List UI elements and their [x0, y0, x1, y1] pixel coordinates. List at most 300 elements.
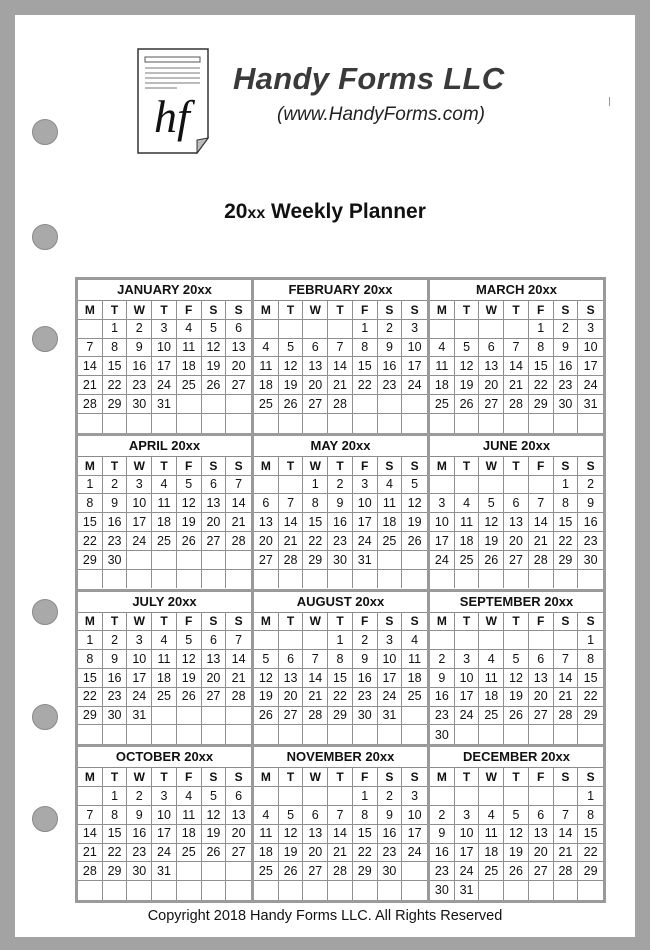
- day-cell: 23: [103, 532, 128, 551]
- day-cell: 10: [455, 825, 480, 844]
- day-cell: 7: [78, 806, 103, 825]
- month-title: APRIL 20xx: [78, 436, 251, 457]
- day-cell: 30: [430, 725, 455, 744]
- day-cell: 16: [127, 357, 152, 376]
- day-cell: 11: [177, 806, 202, 825]
- day-cell: 11: [402, 650, 427, 669]
- empty-cell: [127, 725, 152, 744]
- day-cell: 4: [254, 806, 279, 825]
- month-days-grid: [254, 301, 427, 433]
- day-cell: 24: [127, 688, 152, 707]
- empty-cell: [127, 881, 152, 900]
- day-cell: 10: [455, 669, 480, 688]
- day-cell: 8: [328, 650, 353, 669]
- day-cell: 28: [328, 862, 353, 881]
- weekday-header: S: [226, 457, 251, 476]
- day-cell: 9: [378, 339, 403, 358]
- day-cell: 15: [353, 825, 378, 844]
- day-cell: 12: [177, 650, 202, 669]
- day-cell: 4: [254, 339, 279, 358]
- day-cell: 30: [430, 881, 455, 900]
- day-cell: 9: [103, 494, 128, 513]
- day-cell: 12: [177, 494, 202, 513]
- day-cell: 2: [430, 650, 455, 669]
- day-cell: 23: [127, 376, 152, 395]
- month-february: [254, 280, 427, 433]
- empty-cell: [504, 414, 529, 433]
- weekday-header: M: [430, 768, 455, 787]
- weekday-header: S: [554, 613, 579, 632]
- day-cell: 28: [529, 551, 554, 570]
- month-title: SEPTEMBER 20xx: [430, 592, 603, 613]
- day-cell: 28: [504, 395, 529, 414]
- day-cell: 7: [279, 494, 304, 513]
- day-cell: 2: [127, 320, 152, 339]
- day-cell: 21: [554, 844, 579, 863]
- day-cell: 22: [529, 376, 554, 395]
- empty-cell: [504, 725, 529, 744]
- empty-cell: [152, 707, 177, 726]
- day-cell: 19: [279, 376, 304, 395]
- day-cell: 10: [127, 494, 152, 513]
- weekday-header: W: [303, 613, 328, 632]
- weekday-header: T: [152, 768, 177, 787]
- day-cell: 17: [578, 357, 603, 376]
- day-cell: 6: [479, 339, 504, 358]
- weekday-header: S: [226, 301, 251, 320]
- day-cell: 23: [378, 376, 403, 395]
- day-cell: 20: [254, 532, 279, 551]
- page-mark: [609, 97, 610, 106]
- empty-cell: [177, 725, 202, 744]
- day-cell: 6: [254, 494, 279, 513]
- empty-cell: [303, 631, 328, 650]
- day-cell: 3: [378, 631, 403, 650]
- month-days-grid: [430, 457, 603, 589]
- day-cell: 11: [430, 357, 455, 376]
- day-cell: 17: [152, 825, 177, 844]
- day-cell: 10: [402, 339, 427, 358]
- day-cell: 16: [127, 825, 152, 844]
- day-cell: 26: [479, 551, 504, 570]
- day-cell: 6: [529, 806, 554, 825]
- empty-cell: [303, 414, 328, 433]
- day-cell: 28: [554, 707, 579, 726]
- day-cell: 21: [328, 844, 353, 863]
- day-cell: 2: [328, 476, 353, 495]
- day-cell: 14: [504, 357, 529, 376]
- day-cell: 4: [177, 787, 202, 806]
- month-days-grid: [78, 613, 251, 745]
- weekday-header: S: [578, 457, 603, 476]
- day-cell: 9: [378, 806, 403, 825]
- day-cell: 5: [479, 494, 504, 513]
- day-cell: 16: [430, 688, 455, 707]
- day-cell: 29: [78, 707, 103, 726]
- empty-cell: [402, 395, 427, 414]
- empty-cell: [504, 881, 529, 900]
- binder-hole: [32, 326, 58, 352]
- weekday-header: M: [78, 613, 103, 632]
- empty-cell: [78, 787, 103, 806]
- day-cell: 25: [402, 688, 427, 707]
- day-cell: 21: [504, 376, 529, 395]
- title-label: Weekly Planner: [265, 200, 426, 223]
- weekday-header: M: [78, 301, 103, 320]
- day-cell: 31: [152, 862, 177, 881]
- day-cell: 3: [578, 320, 603, 339]
- day-cell: 20: [202, 669, 227, 688]
- day-cell: 12: [279, 825, 304, 844]
- day-cell: 20: [202, 513, 227, 532]
- day-cell: 27: [226, 844, 251, 863]
- day-cell: 25: [455, 551, 480, 570]
- empty-cell: [279, 725, 304, 744]
- binder-hole: [32, 224, 58, 250]
- weekday-header: T: [103, 301, 128, 320]
- day-cell: 3: [127, 476, 152, 495]
- day-cell: 10: [430, 513, 455, 532]
- day-cell: 9: [328, 494, 353, 513]
- year-calendar: [75, 277, 606, 903]
- empty-cell: [430, 320, 455, 339]
- empty-cell: [529, 725, 554, 744]
- month-days-grid: [254, 613, 427, 745]
- weekday-header: T: [152, 301, 177, 320]
- day-cell: 16: [103, 513, 128, 532]
- empty-cell: [554, 631, 579, 650]
- empty-cell: [479, 414, 504, 433]
- day-cell: 5: [177, 631, 202, 650]
- day-cell: 1: [328, 631, 353, 650]
- empty-cell: [328, 570, 353, 589]
- empty-cell: [430, 476, 455, 495]
- weekday-header: S: [202, 613, 227, 632]
- day-cell: 14: [78, 357, 103, 376]
- day-cell: 17: [353, 513, 378, 532]
- empty-cell: [254, 881, 279, 900]
- day-cell: 19: [504, 844, 529, 863]
- day-cell: 11: [254, 825, 279, 844]
- empty-cell: [402, 725, 427, 744]
- day-cell: 30: [578, 551, 603, 570]
- empty-cell: [279, 414, 304, 433]
- weekday-header: M: [254, 301, 279, 320]
- empty-cell: [554, 414, 579, 433]
- weekday-header: S: [226, 613, 251, 632]
- month-title: MAY 20xx: [254, 436, 427, 457]
- day-cell: 12: [279, 357, 304, 376]
- empty-cell: [202, 707, 227, 726]
- weekday-header: M: [78, 457, 103, 476]
- day-cell: 22: [78, 532, 103, 551]
- empty-cell: [226, 707, 251, 726]
- day-cell: 18: [152, 513, 177, 532]
- empty-cell: [103, 414, 128, 433]
- day-cell: 21: [226, 669, 251, 688]
- empty-cell: [430, 414, 455, 433]
- empty-cell: [455, 320, 480, 339]
- day-cell: 19: [202, 825, 227, 844]
- empty-cell: [279, 320, 304, 339]
- day-cell: 26: [455, 395, 480, 414]
- day-cell: 12: [254, 669, 279, 688]
- empty-cell: [402, 570, 427, 589]
- day-cell: 22: [103, 844, 128, 863]
- day-cell: 25: [152, 532, 177, 551]
- day-cell: 10: [152, 806, 177, 825]
- weekday-header: T: [328, 613, 353, 632]
- empty-cell: [78, 881, 103, 900]
- day-cell: 16: [378, 357, 403, 376]
- day-cell: 26: [202, 844, 227, 863]
- empty-cell: [578, 725, 603, 744]
- weekday-header: M: [430, 613, 455, 632]
- day-cell: 3: [402, 320, 427, 339]
- day-cell: 10: [152, 339, 177, 358]
- day-cell: 21: [226, 513, 251, 532]
- day-cell: 11: [378, 494, 403, 513]
- day-cell: 23: [127, 844, 152, 863]
- empty-cell: [479, 787, 504, 806]
- weekday-header: F: [177, 768, 202, 787]
- month-days-grid: [254, 457, 427, 589]
- day-cell: 12: [455, 357, 480, 376]
- month-title: MARCH 20xx: [430, 280, 603, 301]
- month-june: [430, 436, 603, 589]
- weekday-header: S: [202, 457, 227, 476]
- day-cell: 18: [430, 376, 455, 395]
- empty-cell: [103, 725, 128, 744]
- title-year: 20: [224, 200, 248, 223]
- day-cell: 7: [226, 476, 251, 495]
- day-cell: 31: [353, 551, 378, 570]
- day-cell: 23: [378, 844, 403, 863]
- day-cell: 9: [578, 494, 603, 513]
- day-cell: 3: [152, 320, 177, 339]
- day-cell: 29: [103, 862, 128, 881]
- day-cell: 2: [103, 476, 128, 495]
- month-title: AUGUST 20xx: [254, 592, 427, 613]
- empty-cell: [328, 725, 353, 744]
- empty-cell: [152, 881, 177, 900]
- day-cell: 7: [529, 494, 554, 513]
- day-cell: 23: [353, 688, 378, 707]
- weekday-header: T: [328, 457, 353, 476]
- day-cell: 9: [103, 650, 128, 669]
- day-cell: 27: [279, 707, 304, 726]
- empty-cell: [279, 787, 304, 806]
- day-cell: 19: [455, 376, 480, 395]
- weekday-header: S: [554, 768, 579, 787]
- day-cell: 5: [504, 650, 529, 669]
- day-cell: 5: [202, 787, 227, 806]
- day-cell: 21: [328, 376, 353, 395]
- weekday-header: T: [328, 768, 353, 787]
- day-cell: 13: [254, 513, 279, 532]
- day-cell: 26: [279, 395, 304, 414]
- weekday-header: F: [529, 613, 554, 632]
- month-days-grid: [254, 768, 427, 900]
- day-cell: 9: [430, 825, 455, 844]
- empty-cell: [303, 725, 328, 744]
- day-cell: 2: [578, 476, 603, 495]
- day-cell: 4: [378, 476, 403, 495]
- day-cell: 14: [554, 669, 579, 688]
- day-cell: 24: [152, 376, 177, 395]
- empty-cell: [279, 631, 304, 650]
- empty-cell: [430, 570, 455, 589]
- day-cell: 17: [430, 532, 455, 551]
- day-cell: 8: [578, 806, 603, 825]
- empty-cell: [353, 414, 378, 433]
- day-cell: 26: [504, 862, 529, 881]
- day-cell: 17: [455, 844, 480, 863]
- day-cell: 20: [529, 844, 554, 863]
- day-cell: 28: [226, 688, 251, 707]
- day-cell: 17: [378, 669, 403, 688]
- day-cell: 19: [177, 513, 202, 532]
- day-cell: 28: [78, 862, 103, 881]
- empty-cell: [78, 320, 103, 339]
- day-cell: 7: [504, 339, 529, 358]
- day-cell: 18: [479, 844, 504, 863]
- day-cell: 3: [455, 650, 480, 669]
- day-cell: 8: [578, 650, 603, 669]
- day-cell: 4: [152, 631, 177, 650]
- day-cell: 26: [254, 707, 279, 726]
- day-cell: 25: [430, 395, 455, 414]
- day-cell: 28: [226, 532, 251, 551]
- day-cell: 22: [554, 532, 579, 551]
- day-cell: 13: [529, 669, 554, 688]
- day-cell: 12: [402, 494, 427, 513]
- day-cell: 3: [353, 476, 378, 495]
- day-cell: 10: [378, 650, 403, 669]
- day-cell: 12: [479, 513, 504, 532]
- day-cell: 29: [328, 707, 353, 726]
- day-cell: 13: [226, 806, 251, 825]
- day-cell: 4: [455, 494, 480, 513]
- weekday-header: S: [578, 301, 603, 320]
- month-title: JUNE 20xx: [430, 436, 603, 457]
- day-cell: 21: [78, 376, 103, 395]
- empty-cell: [402, 414, 427, 433]
- day-cell: 9: [430, 669, 455, 688]
- empty-cell: [578, 570, 603, 589]
- day-cell: 27: [202, 532, 227, 551]
- weekday-header: S: [578, 613, 603, 632]
- day-cell: 11: [479, 669, 504, 688]
- day-cell: 27: [479, 395, 504, 414]
- weekday-header: T: [455, 301, 480, 320]
- day-cell: 31: [455, 881, 480, 900]
- day-cell: 27: [529, 862, 554, 881]
- day-cell: 13: [479, 357, 504, 376]
- day-cell: 2: [554, 320, 579, 339]
- weekday-header: S: [402, 768, 427, 787]
- day-cell: 3: [152, 787, 177, 806]
- weekday-header: F: [529, 457, 554, 476]
- empty-cell: [378, 395, 403, 414]
- day-cell: 8: [353, 339, 378, 358]
- day-cell: 3: [455, 806, 480, 825]
- day-cell: 20: [303, 376, 328, 395]
- day-cell: 13: [202, 494, 227, 513]
- day-cell: 19: [254, 688, 279, 707]
- day-cell: 11: [152, 650, 177, 669]
- empty-cell: [226, 570, 251, 589]
- day-cell: 5: [279, 339, 304, 358]
- day-cell: 22: [578, 844, 603, 863]
- weekday-header: T: [152, 613, 177, 632]
- day-cell: 1: [578, 631, 603, 650]
- day-cell: 22: [578, 688, 603, 707]
- day-cell: 7: [226, 631, 251, 650]
- day-cell: 15: [103, 825, 128, 844]
- day-cell: 14: [226, 650, 251, 669]
- empty-cell: [455, 631, 480, 650]
- day-cell: 6: [226, 787, 251, 806]
- day-cell: 13: [226, 339, 251, 358]
- empty-cell: [103, 570, 128, 589]
- empty-cell: [529, 414, 554, 433]
- day-cell: 29: [78, 551, 103, 570]
- day-cell: 6: [529, 650, 554, 669]
- day-cell: 1: [353, 320, 378, 339]
- weekday-header: T: [279, 613, 304, 632]
- day-cell: 26: [177, 688, 202, 707]
- day-cell: 13: [504, 513, 529, 532]
- day-cell: 11: [479, 825, 504, 844]
- weekday-header: S: [554, 457, 579, 476]
- empty-cell: [177, 570, 202, 589]
- day-cell: 14: [226, 494, 251, 513]
- day-cell: 8: [554, 494, 579, 513]
- day-cell: 9: [127, 339, 152, 358]
- empty-cell: [378, 551, 403, 570]
- weekday-header: W: [303, 301, 328, 320]
- weekday-header: S: [402, 457, 427, 476]
- day-cell: 14: [78, 825, 103, 844]
- day-cell: 8: [103, 339, 128, 358]
- month-july: [78, 592, 251, 745]
- day-cell: 21: [554, 688, 579, 707]
- day-cell: 8: [78, 650, 103, 669]
- weekday-header: M: [254, 457, 279, 476]
- day-cell: 5: [402, 476, 427, 495]
- weekday-header: S: [402, 301, 427, 320]
- empty-cell: [177, 414, 202, 433]
- empty-cell: [578, 414, 603, 433]
- day-cell: 13: [303, 825, 328, 844]
- month-december: [430, 747, 603, 900]
- empty-cell: [504, 476, 529, 495]
- day-cell: 30: [103, 707, 128, 726]
- empty-cell: [455, 570, 480, 589]
- day-cell: 5: [279, 806, 304, 825]
- day-cell: 18: [254, 844, 279, 863]
- day-cell: 15: [353, 357, 378, 376]
- month-november: [254, 747, 427, 900]
- empty-cell: [378, 570, 403, 589]
- empty-cell: [402, 881, 427, 900]
- weekday-header: T: [504, 613, 529, 632]
- day-cell: 31: [578, 395, 603, 414]
- empty-cell: [202, 862, 227, 881]
- day-cell: 11: [152, 494, 177, 513]
- empty-cell: [529, 476, 554, 495]
